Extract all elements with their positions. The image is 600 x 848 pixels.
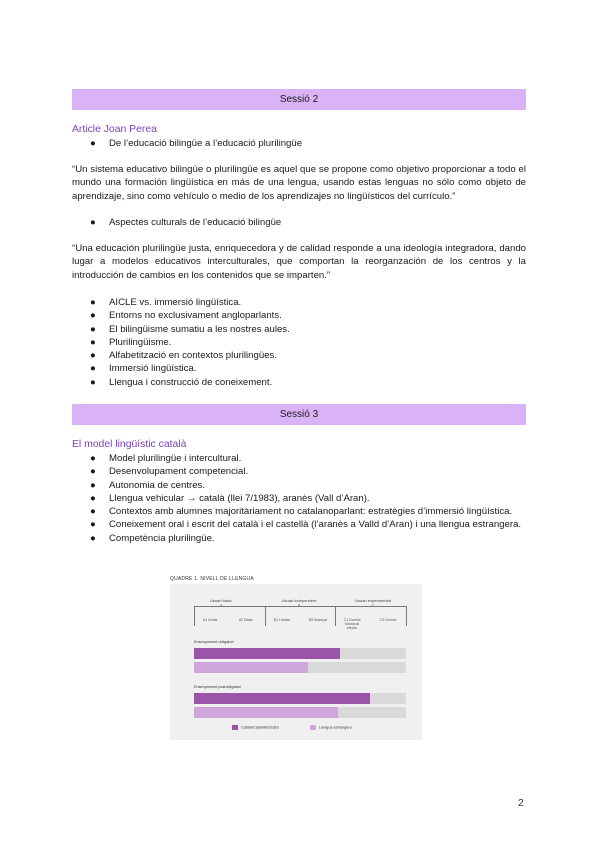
list-item: ● Llengua i construcció de coneixement. <box>90 376 273 388</box>
sublevel-a2: A2 Bàsic <box>238 618 254 622</box>
figure-title: QUADRE 1. NIVELL DE LLENGUA <box>170 576 254 582</box>
list-item: ● Llengua vehicular → català (llei 7/1983), aranès (Vall d’Aran). <box>90 492 370 504</box>
level-c-code: C <box>371 603 375 608</box>
page-number: 2 <box>518 797 524 809</box>
level-separator <box>265 606 266 626</box>
bullet-dot-icon: ● <box>90 492 96 504</box>
bar-track <box>194 648 406 659</box>
session-3-topic-list <box>90 452 526 545</box>
bar-track <box>194 707 406 718</box>
bullet-dot-icon: ● <box>90 310 96 322</box>
language-level-figure <box>170 576 422 740</box>
legend-swatch <box>232 725 238 730</box>
group-label-compulsory: Ensenyament obligatori <box>194 640 234 644</box>
bar-postcompulsory-foreign <box>194 707 338 718</box>
session-3-header: Sessió 3 <box>72 404 526 425</box>
list-item: ● El bilingüisme sumatiu a les nostres aules. <box>90 323 290 335</box>
bar-track <box>194 662 406 673</box>
list-item: ● Desenvolupament competencial. <box>90 466 249 478</box>
bullet-text: De l’educació bilingüe a l’educació plurilingüe <box>109 138 303 149</box>
quote-plurilingual-education: “Una educación plurilingüe justa, enriquecedora y de calidad responde a una ideología integradora, dando lugar a modelos educativos interculturales, que comportan la reorganzación de los centros y la introducción de cambios en los contenidos que se imparten.” <box>72 243 526 281</box>
sublevel-c1: C1 Domini funcional efectiu <box>343 618 361 630</box>
level-b-code: B <box>297 603 301 608</box>
list-item: ● Alfabetització en contextos plurilingües. <box>90 350 277 362</box>
sublevel-b2: B2 Avançat <box>308 618 328 622</box>
level-separator <box>194 606 195 626</box>
group-label-postcompulsory: Ensenyament postobligatori <box>194 685 241 689</box>
bullet-dot-icon: ● <box>90 519 96 531</box>
bar-postcompulsory-catalan <box>194 693 370 704</box>
session-2-topic-list <box>90 296 526 389</box>
list-item: ● Competència plurilingüe. <box>90 532 215 544</box>
bullet-dot-icon: ● <box>90 506 96 518</box>
session-2-header: Sessió 2 <box>72 89 526 110</box>
level-divider-line <box>194 606 406 607</box>
article-title-catalan-model: El model lingüístic català <box>72 439 187 450</box>
bullet-dot-icon: ● <box>90 336 96 348</box>
figure-panel <box>170 584 422 740</box>
bullet-cultural-aspects <box>90 216 526 229</box>
sublevel-a1: A1 Inicial <box>202 618 218 622</box>
bullet-dot-icon: ● <box>90 479 96 491</box>
bullet-text: Aspectes culturals de l’educació bilingüe <box>109 217 282 228</box>
level-separator <box>335 606 336 626</box>
bullet-dot-icon: ● <box>90 532 96 544</box>
bullet-dot-icon: ● <box>90 376 96 388</box>
article-title-joan-perea: Article Joan Perea <box>72 124 157 135</box>
level-a-code: A <box>219 603 223 608</box>
legend-swatch <box>310 725 316 730</box>
bullet-dot-icon: ● <box>90 350 96 362</box>
legend-item-catalan: Català/Castellà/Occità <box>232 725 279 730</box>
bar-compulsory-foreign <box>194 662 308 673</box>
bullet-dot-icon: ● <box>90 323 96 335</box>
list-item: ● Plurilingüisme. <box>90 336 172 348</box>
list-item: ● Model plurilingüe i intercultural. <box>90 453 242 464</box>
list-item: ● AICLE vs. immersió lingüística. <box>90 297 242 308</box>
bullet-bilingual-education <box>90 137 526 150</box>
legend-item-foreign: Llengua estrangera <box>310 725 352 730</box>
bullet-dot-icon: ● <box>90 297 96 308</box>
list-item: ● Immersió lingüística. <box>90 363 197 375</box>
list-item: ● Coneixement oral i escrit del català i el castellà (l’aranès a Valld d’Aran) i una llengua estrangera. <box>90 519 522 531</box>
bar-compulsory-catalan <box>194 648 340 659</box>
list-item: ● Autonomia de centres. <box>90 479 205 491</box>
sublevel-c2: C2 Domini <box>379 618 397 622</box>
quote-bilingual-system: “Un sistema educativo bilingüe o plurilingüe es aquel que se propone como objetivo proporcionar a todo el mundo una formación lingüística en más de una lengua, usando estas lenguas no sólo como objeto de aprendizaje, sino como vehículo o medio de los aprendizajes no lingüísticos del currículo.” <box>72 164 526 202</box>
list-item: ● Contextos amb alumnes majoritàriament no catalanoparlant: estratègies d’immersió lingüística. <box>90 506 513 518</box>
bullet-dot-icon: ● <box>90 466 96 478</box>
bullet-dot-icon: ● <box>90 453 96 464</box>
sublevel-b1: B1 Llindar <box>273 618 291 622</box>
level-a-name: Usuari bàsic <box>209 598 232 603</box>
bullet-dot-icon: ● <box>90 363 96 375</box>
level-b-name: Usuari independent <box>281 598 317 603</box>
level-separator <box>406 606 407 626</box>
bullet-dot-icon: ● <box>90 217 96 228</box>
level-c-name: Usuari experimentat <box>355 598 391 603</box>
list-item: ● Entorns no exclusivament angloparlants. <box>90 310 282 322</box>
bullet-dot-icon: ● <box>90 138 96 149</box>
bar-track <box>194 693 406 704</box>
